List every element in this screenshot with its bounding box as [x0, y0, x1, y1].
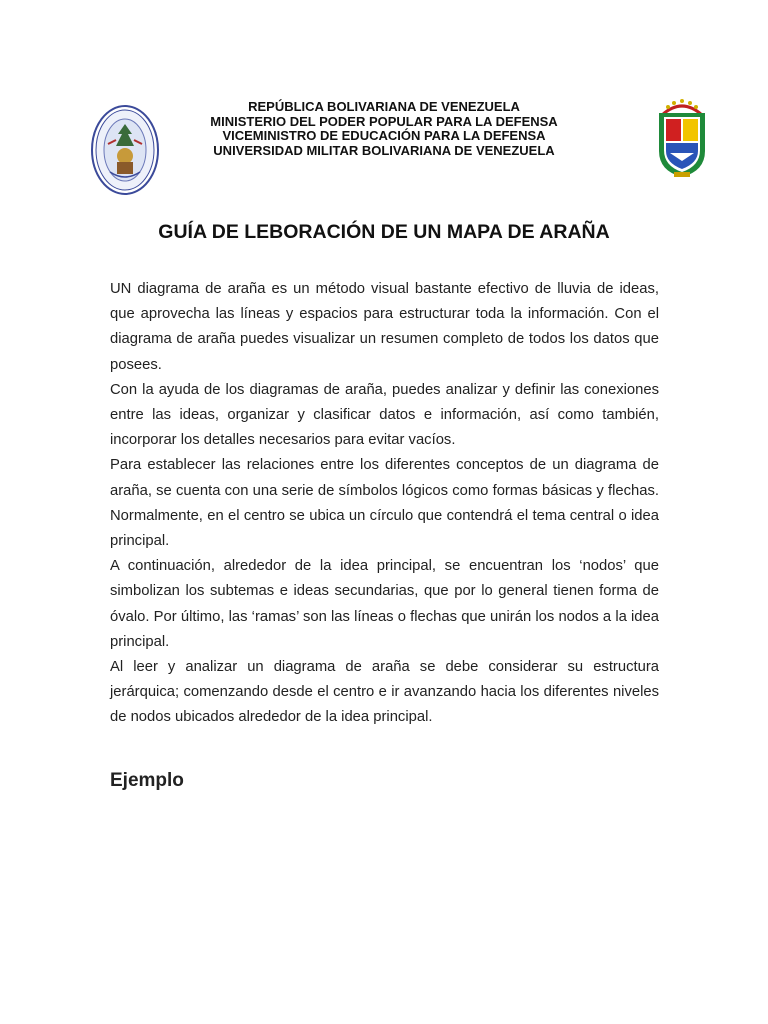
paragraph-symbols: Para establecer las relaciones entre los diferentes conceptos de un diagrama de araña, se cuenta con una serie de símbolos lógicos como formas básicas y flechas. Normalmente, en el centro se ubica un círculo que contendrá el tema central o idea principal.	[110, 457, 659, 550]
header-line-republic: REPÚBLICA BOLIVARIANA DE VENEZUELA	[248, 99, 520, 114]
header-line-ministry: MINISTERIO DEL PODER POPULAR PARA LA DEFENSA	[210, 113, 558, 129]
institution-header	[0, 100, 768, 158]
paragraph-connections: Con la ayuda de los diagramas de araña, puedes analizar y definir las conexiones entre las ideas, organizar y clasificar datos e información, así como también, incorporar los detalles necesarios para evitar vacíos.	[110, 381, 659, 449]
paragraph-intro: UN diagrama de araña es un método visual bastante efectivo de lluvia de ideas, que aprovecha las líneas y espacios para estructurar toda la información. Con el diagrama de araña puedes visualizar un resumen completo de todos los datos que posees.	[110, 281, 659, 373]
header-line-university: UNIVERSIDAD MILITAR BOLIVARIANA DE VENEZUELA	[213, 142, 555, 158]
section-heading-example: Ejemplo	[110, 770, 184, 791]
document-title: GUÍA DE LEBORACIÓN DE UN MAPA DE ARAÑA	[158, 221, 610, 243]
paragraph-reading: Al leer y analizar un diagrama de araña se debe considerar su estructura jerárquica; comenzando desde el centro e ir avanzando hacia los diferentes niveles de nodos ubicados alrededor de la idea principal.	[110, 659, 659, 726]
header-line-viceministry: VICEMINISTRO DE EDUCACIÓN PARA LA DEFENSA	[222, 128, 546, 143]
document-body	[110, 277, 659, 731]
paragraph-nodes: A continuación, alrededor de la idea principal, se encuentran los ‘nodos’ que simbolizan los subtemas e ideas secundarias, que por lo general tienen forma de óvalo. Por último, las ‘ramas’ son las líneas o flechas que unirán los nodos a la idea principal.	[110, 558, 659, 650]
